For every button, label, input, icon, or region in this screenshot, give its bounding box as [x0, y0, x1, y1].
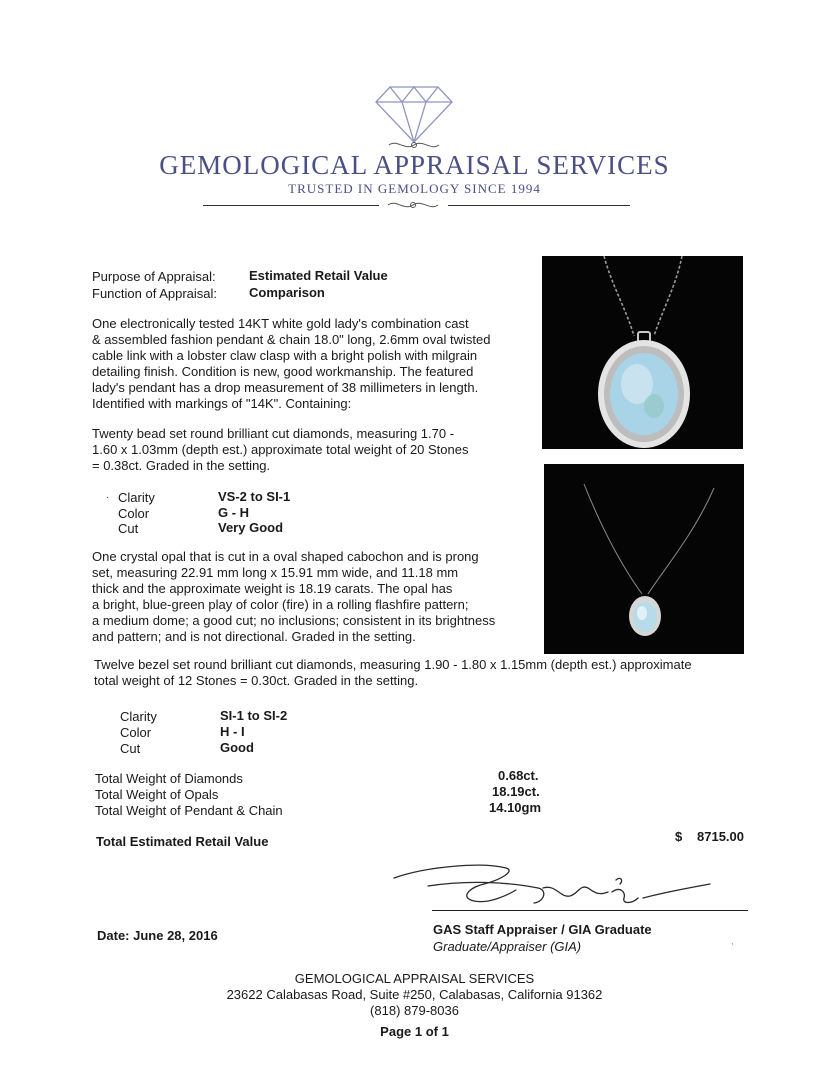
item-description — [92, 316, 532, 412]
grade-label: Clarity — [118, 490, 155, 505]
total-value: 0.68ct. — [498, 768, 539, 783]
description-line: lady's pendant has a drop measurement of 38 millimeters in length. — [92, 380, 479, 395]
diamonds-2-line: total weight of 12 Stones = 0.30ct. Graded in the setting. — [94, 673, 419, 688]
diamond-logo-icon — [372, 84, 456, 144]
grade-value: Very Good — [218, 520, 284, 535]
diamonds-2-line: Twelve bezel set round brilliant cut diamonds, measuring 1.90 - 1.80 x 1.15mm (depth est.) approximate — [94, 657, 692, 672]
company-tagline: TRUSTED IN GEMOLOGY SINCE 1994 — [288, 181, 541, 196]
footer-address: 23622 Calabasas Road, Suite #250, Calabasas, California 91362 — [226, 987, 603, 1002]
total-label: Total Weight of Opals — [95, 787, 219, 802]
opal-line: a medium dome; a good cut; no inclusions; consistent in its brightness — [92, 613, 496, 628]
bullet-mark: · — [106, 492, 110, 503]
opal-line: set, measuring 22.91 mm long x 15.91 mm wide, and 11.18 mm — [92, 565, 459, 580]
retail-value-label: Total Estimated Retail Value — [96, 834, 269, 849]
appraiser-subtitle: Graduate/Appraiser (GIA) — [433, 939, 582, 954]
signature-line — [432, 910, 748, 911]
total-value: 14.10gm — [489, 800, 542, 815]
footer-company: GEMOLOGICAL APPRAISAL SERVICES — [294, 971, 535, 986]
retail-amount: 8715.00 — [697, 829, 744, 844]
pendant-full-image — [544, 464, 744, 654]
signature-icon — [388, 858, 718, 918]
opal-line: thick and the approximate weight is 18.19 carats. The opal has — [92, 581, 453, 596]
description-line: detailing finish. Condition is new, good workmanship. The featured — [92, 364, 474, 379]
opal-description — [92, 549, 532, 645]
diamonds-1-line: = 0.38ct. Graded in the setting. — [92, 458, 271, 473]
opal-line: a bright, blue-green play of color (fire) in a rolling flashfire pattern; — [92, 597, 469, 612]
pendant-full-photo — [544, 464, 744, 654]
purpose-label: Purpose of Appraisal: — [92, 269, 216, 284]
appraiser-title: GAS Staff Appraiser / GIA Graduate — [433, 922, 652, 937]
grade-value: G - H — [218, 505, 250, 520]
grade-label: Color — [120, 725, 152, 740]
diamonds-2-description — [94, 657, 754, 689]
description-line: One electronically tested 14KT white gold lady's combination cast — [92, 316, 469, 331]
company-name: GEMOLOGICAL APPRAISAL SERVICES — [159, 150, 670, 180]
description-line: Identified with markings of "14K". Containing: — [92, 396, 352, 411]
opal-line: One crystal opal that is cut in a oval shaped cabochon and is prong — [92, 549, 479, 564]
purpose-value: Estimated Retail Value — [249, 268, 388, 283]
pendant-closeup-photo — [542, 256, 743, 449]
description-line: cable link with a lobster claw clasp with a bright polish with milgrain — [92, 348, 478, 363]
flourish-bottom-icon — [386, 198, 440, 212]
grade-value: SI-1 to SI-2 — [220, 708, 288, 723]
total-value: 18.19ct. — [492, 784, 540, 799]
grade-label: Cut — [120, 741, 141, 756]
grade-value: H - I — [220, 724, 245, 739]
description-line: & assembled fashion pendant & chain 18.0" long, 2.6mm oval twisted — [92, 332, 491, 347]
diamonds-1-description — [92, 426, 532, 474]
grade-label: Cut — [118, 521, 139, 536]
header-divider-right — [448, 205, 630, 206]
pendant-closeup-image — [542, 256, 743, 449]
retail-currency: $ — [675, 829, 683, 844]
function-label: Function of Appraisal: — [92, 286, 218, 301]
diamonds-1-line: Twenty bead set round brilliant cut diamonds, measuring 1.70 - — [92, 426, 455, 441]
appraisal-date: Date: June 28, 2016 — [97, 928, 218, 943]
header-divider-left — [203, 205, 379, 206]
function-value: Comparison — [249, 285, 325, 300]
stray-mark: , — [731, 936, 734, 947]
total-label: Total Weight of Diamonds — [95, 771, 243, 786]
grade-value: Good — [220, 740, 254, 755]
opal-line: and pattern; and is not directional. Graded in the setting. — [92, 629, 416, 644]
grade-label: Clarity — [120, 709, 157, 724]
page-number: Page 1 of 1 — [380, 1024, 449, 1039]
grade-label: Color — [118, 506, 150, 521]
footer-phone: (818) 879-8036 — [370, 1003, 459, 1018]
diamonds-1-line: 1.60 x 1.03mm (depth est.) approximate total weight of 20 Stones — [92, 442, 469, 457]
grade-value: VS-2 to SI-1 — [218, 489, 291, 504]
total-label: Total Weight of Pendant & Chain — [95, 803, 283, 818]
